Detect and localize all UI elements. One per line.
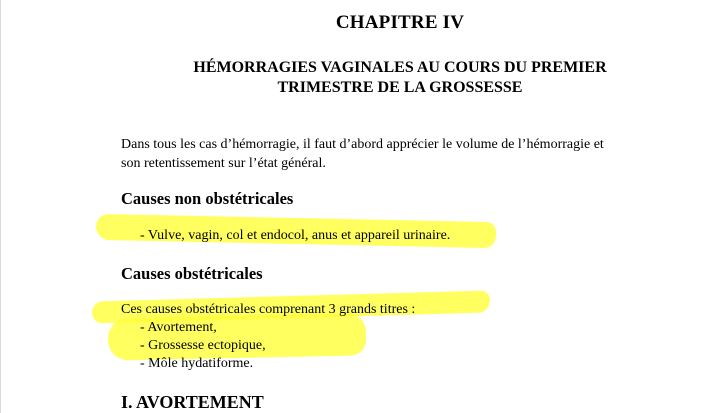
chapter-subtitle — [0, 58, 715, 98]
intro-paragraph — [121, 135, 681, 173]
heading-obstetric-causes: Causes obstétricales — [121, 264, 263, 283]
obstetric-item-avortement: - Avortement, — [140, 320, 217, 335]
chapter-subtitle-line-1: HÉMORRAGIES VAGINALES AU COURS DU PREMIER — [193, 59, 607, 76]
intro-line-2: son retentissement sur l’état général. — [121, 156, 326, 171]
chapter-subtitle-line-2: TRIMESTRE DE LA GROSSESSE — [277, 79, 523, 96]
obstetric-lead-text: Ces causes obstétricales comprenant 3 grands titres : — [121, 302, 416, 317]
heading-avortement: I. AVORTEMENT — [121, 392, 264, 412]
non-obstetric-item: - Vulve, vagin, col et endocol, anus et appareil urinaire. — [140, 228, 451, 243]
heading-non-obstetric-causes: Causes non obstétricales — [121, 189, 294, 208]
obstetric-item-grossesse: - Grossesse ectopique, — [140, 338, 266, 353]
chapter-title: CHAPITRE IV — [335, 12, 465, 33]
intro-line-1: Dans tous les cas d’hémorragie, il faut d’abord apprécier le volume de l’hémorragie et — [121, 137, 604, 152]
obstetric-item-mole: - Môle hydatiforme. — [140, 356, 254, 371]
